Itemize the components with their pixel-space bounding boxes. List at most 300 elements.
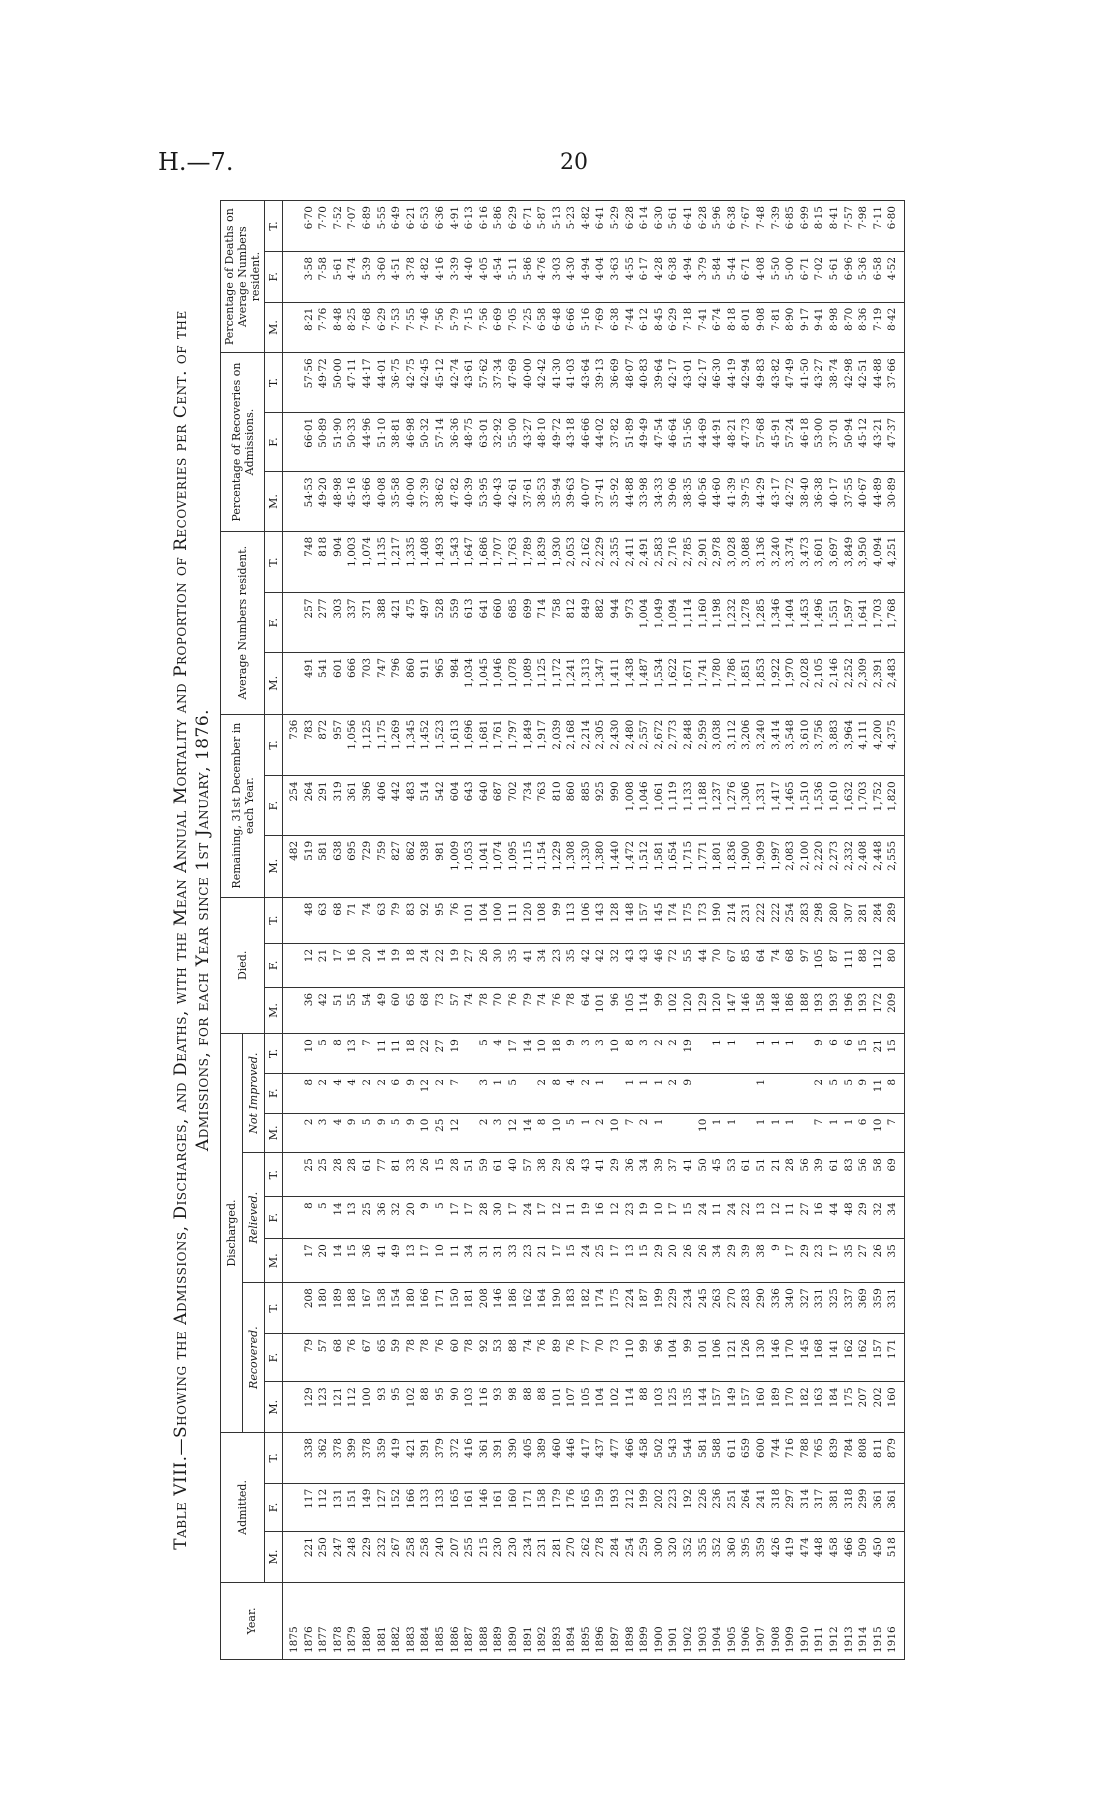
table-cell: 175 [842,1382,857,1433]
table-cell: 11 [871,1073,886,1113]
table-cell: 35·94 [550,472,565,531]
table-cell: 101 [462,897,477,943]
header-average-resident: Average Numbers resident. [221,531,265,714]
table-cell: 51·89 [623,412,638,471]
table-cell: 1,285 [754,593,769,652]
table-cell: 2 [360,1073,375,1113]
table-cell: 83 [404,897,419,943]
header-letter-t: T. [265,353,283,412]
table-cell: 207 [448,1532,463,1583]
table-cell: 8·21 [302,302,317,353]
table-cell: 6·29 [666,302,681,353]
table-cell: 12 [769,1197,784,1239]
table-cell: 77 [579,1333,594,1381]
table-cell: 1,789 [521,531,536,593]
table-cell: 984 [448,652,463,714]
table-cell: 170 [783,1382,798,1433]
table-cell: 30·89 [885,472,904,531]
table-cell: 2,100 [798,835,813,897]
table-cell: 3 [593,1034,608,1074]
table-cell: 6 [389,1073,404,1113]
table-cell: 1,119 [666,776,681,835]
table-cell: 54·53 [302,472,317,531]
table-cell [608,1073,623,1113]
table-cell: 8·36 [856,302,871,353]
table-cell: 1,114 [681,593,696,652]
year-cell: 1904 [710,1582,725,1659]
header-year: Year. [221,1582,283,1659]
table-cell: 2 [593,1113,608,1153]
table-cell [798,1073,813,1113]
table-cell: 26 [564,1153,579,1197]
table-cell: 47·73 [739,412,754,471]
table-cell: 88 [521,1382,536,1433]
table-cell: 43·01 [681,353,696,412]
table-cell: 3·78 [404,251,419,302]
table-cell: 44·29 [754,472,769,531]
table-cell: 63 [316,897,331,943]
table-cell: 687 [491,776,506,835]
table-cell: 3,374 [783,531,798,593]
table-cell: 147 [725,987,740,1033]
table-cell: 46·30 [710,353,725,412]
table-cell: 117 [302,1483,317,1531]
table-cell: 1,237 [710,776,725,835]
table-cell: 12 [418,1073,433,1113]
table-cell: 1,056 [345,714,360,776]
page-identifier: H.—7. [158,148,234,176]
table-cell: 1,330 [579,835,594,897]
table-cell: 170 [783,1333,798,1381]
table-cell: 1,839 [535,531,550,593]
table-cell: 159 [593,1483,608,1531]
table-cell: 1,761 [491,714,506,776]
table-cell: 7·19 [871,302,886,353]
table-cell: 379 [433,1433,448,1484]
table-cell: 166 [418,1283,433,1334]
table-cell: 1,095 [506,835,521,897]
table-cell: 254 [283,776,302,835]
year-cell: 1902 [681,1582,696,1659]
table-cell: 1,581 [652,835,667,897]
table-cell: 9 [681,1073,696,1113]
table-cell: 26 [681,1239,696,1283]
table-cell: 10 [608,1113,623,1153]
table-cell: 43·27 [521,412,536,471]
table-cell: 43·21 [871,412,886,471]
year-cell: 1884 [418,1582,433,1659]
table-cell: 44·91 [710,412,725,471]
table-cell: 95 [389,1382,404,1433]
table-cell: 149 [360,1483,375,1531]
table-cell: 475 [404,593,419,652]
table-cell: 541 [316,652,331,714]
table-cell: 43 [637,943,652,987]
table-cell: 189 [769,1382,784,1433]
table-cell: 748 [302,531,317,593]
table-cell: 27 [462,943,477,987]
table-cell: 1,510 [798,776,813,835]
table-cell: 2,028 [798,652,813,714]
table-cell: 76 [535,1333,550,1381]
table-cell: 157 [710,1382,725,1433]
table-cell: 6·58 [871,251,886,302]
table-cell: 4·76 [535,251,550,302]
header-letter-m: M. [265,472,283,531]
table-cell: 3,136 [754,531,769,593]
table-cell: 604 [448,776,463,835]
table-cell: 78 [564,987,579,1033]
table-cell [283,987,302,1033]
table-cell: 17 [448,1197,463,1239]
table-cell: 1,786 [725,652,740,714]
table-cell: 10 [418,1113,433,1153]
table-cell: 389 [535,1433,550,1484]
table-cell: 5·39 [360,251,375,302]
table-cell: 2 [477,1113,492,1153]
table-row [418,201,433,1660]
table-cell: 6·58 [535,302,550,353]
table-cell: 102 [608,1382,623,1433]
table-cell: 7·52 [331,201,346,252]
table-cell: 180 [316,1283,331,1334]
table-cell: 41·39 [725,472,740,531]
table-cell: 111 [842,943,857,987]
table-cell: 2,491 [637,531,652,593]
year-cell: 1897 [608,1582,623,1659]
table-cell: 6·74 [710,302,725,353]
table-cell: 1,681 [477,714,492,776]
table-cell: 16 [593,1197,608,1239]
table-cell: 765 [812,1433,827,1484]
table-row [842,201,857,1660]
table-cell: 419 [783,1532,798,1583]
table-cell: 1,061 [652,776,667,835]
table-cell: 44·88 [623,472,638,531]
table-cell: 34·33 [652,472,667,531]
table-cell: 10 [871,1113,886,1153]
table-cell: 74 [521,1333,536,1381]
table-cell: 352 [710,1532,725,1583]
table-row [623,201,638,1660]
table-cell: 1,241 [564,652,579,714]
table-cell: 14 [375,943,390,987]
table-cell: 70 [491,987,506,1033]
table-cell: 9·08 [754,302,769,353]
table-cell: 39·06 [666,472,681,531]
table-cell: 1,269 [389,714,404,776]
table-cell: 215 [477,1532,492,1583]
table-row [462,201,477,1660]
table-cell: 3·03 [550,251,565,302]
table-cell: 1,094 [666,593,681,652]
table-cell: 11 [375,1034,390,1074]
table-cell: 231 [535,1532,550,1583]
table-cell: 17 [550,1239,565,1283]
table-cell: 601 [331,652,346,714]
year-cell: 1890 [506,1582,521,1659]
table-cell: 45·12 [433,353,448,412]
table-cell: 65 [375,1333,390,1381]
table-cell: 40·00 [521,353,536,412]
table-cell: 4·82 [418,251,433,302]
table-cell: 4·52 [885,251,904,302]
table-row [885,201,904,1660]
table-cell: 280 [827,897,842,943]
table-cell: 395 [739,1532,754,1583]
table-cell: 5·44 [725,251,740,302]
table-cell [283,1113,302,1153]
table-cell: 135 [681,1382,696,1433]
table-cell: 186 [506,1283,521,1334]
table-cell: 39·13 [593,353,608,412]
table-cell: 45 [710,1153,725,1197]
table-row [608,201,623,1660]
table-cell: 158 [375,1283,390,1334]
table-cell: 212 [623,1483,638,1531]
table-cell: 42·61 [506,472,521,531]
table-cell: 29 [798,1239,813,1283]
table-cell: 20 [360,943,375,987]
table-cell: 20 [666,1239,681,1283]
year-cell: 1907 [754,1582,769,1659]
table-cell: 26 [418,1153,433,1197]
year-cell: 1899 [637,1582,652,1659]
table-cell: 6·85 [783,201,798,252]
table-cell [283,1483,302,1531]
table-cell: 3,240 [754,714,769,776]
table-cell: 51·10 [375,412,390,471]
header-letter-row [265,201,283,1660]
table-cell: 121 [331,1382,346,1433]
table-cell: 160 [885,1382,904,1433]
year-cell: 1881 [375,1582,390,1659]
table-cell: 9 [812,1034,827,1074]
table-cell: 6·41 [593,201,608,252]
table-cell: 41 [521,943,536,987]
table-cell: 283 [739,1283,754,1334]
table-cell: 2 [302,1113,317,1153]
year-cell: 1875 [283,1582,302,1659]
table-cell: 146 [477,1483,492,1531]
table-cell: 314 [798,1483,813,1531]
table-cell: 7·57 [842,201,857,252]
table-cell: 31 [491,1239,506,1283]
table-cell: 32·92 [491,412,506,471]
table-cell: 25 [302,1153,317,1197]
table-cell: 703 [360,652,375,714]
table-cell: 448 [812,1532,827,1583]
table-cell: 57·68 [754,412,769,471]
table-cell: 1,768 [885,593,904,652]
table-cell: 2,430 [608,714,623,776]
year-cell: 1901 [666,1582,681,1659]
table-cell: 2,483 [885,652,904,714]
table-cell: 95 [433,897,448,943]
table-cell: 165 [579,1483,594,1531]
table-cell: 57 [448,987,463,1033]
table-cell: 1,465 [783,776,798,835]
table-cell: 458 [637,1433,652,1484]
table-row [404,201,419,1660]
table-cell: 1,715 [681,835,696,897]
table-cell: 543 [666,1433,681,1484]
table-cell: 40·07 [579,472,594,531]
table-cell [283,1532,302,1583]
header-letter-f: F. [265,412,283,471]
table-cell: 10 [535,1034,550,1074]
table-cell: 18 [550,1034,565,1074]
table-cell: 61 [491,1153,506,1197]
table-cell: 48·07 [623,353,638,412]
table-cell: 189 [331,1283,346,1334]
table-cell: 146 [769,1333,784,1381]
table-cell: 224 [623,1283,638,1334]
table-cell: 40·39 [462,472,477,531]
table-cell: 2,162 [579,531,594,593]
table-cell: 28 [477,1197,492,1239]
table-cell: 4·40 [462,251,477,302]
table-cell: 5·84 [710,251,725,302]
table-cell: 157 [871,1333,886,1381]
table-cell: 175 [681,897,696,943]
table-cell: 8·01 [739,302,754,353]
table-cell: 544 [681,1433,696,1484]
table-cell: 337 [345,593,360,652]
table-cell: 1 [491,1073,506,1113]
table-cell: 57·24 [783,412,798,471]
table-row [593,201,608,1660]
table-cell: 16 [812,1197,827,1239]
table-cell: 1 [637,1073,652,1113]
table-cell: 40·17 [827,472,842,531]
table-cell: 1,496 [812,593,827,652]
table-cell [283,302,302,353]
table-cell: 129 [302,1382,317,1433]
year-cell: 1876 [302,1582,317,1659]
year-cell: 1880 [360,1582,375,1659]
table-cell: 796 [389,652,404,714]
table-cell: 102 [666,987,681,1033]
table-title [170,200,214,1660]
table-cell: 50·00 [331,353,346,412]
title-line-2: Admissions, for each Year since 1st January, 1876. [193,708,213,1152]
table-cell: 234 [681,1283,696,1334]
table-cell: 3,883 [827,714,842,776]
table-cell [739,1073,754,1113]
table-cell: 1,997 [769,835,784,897]
table-cell: 145 [652,897,667,943]
table-cell: 241 [754,1483,769,1531]
table-cell: 234 [521,1532,536,1583]
table-cell: 22 [739,1197,754,1239]
table-cell: 60 [448,1333,463,1381]
table-cell: 391 [491,1433,506,1484]
table-cell: 2,716 [666,531,681,593]
table-cell: 44·01 [375,353,390,412]
year-cell: 1893 [550,1582,565,1659]
table-cell: 12 [506,1113,521,1153]
table-cell: 33·98 [637,472,652,531]
table-cell: 144 [696,1382,711,1433]
table-cell: 1 [623,1073,638,1113]
table-cell: 6·41 [681,201,696,252]
table-cell: 3,473 [798,531,813,593]
table-cell: 5 [827,1073,842,1113]
header-remaining: Remaining, 31st December in each Year. [221,714,265,897]
table-cell: 38 [754,1239,769,1283]
table-cell: 5·11 [506,251,521,302]
table-cell: 9 [404,1113,419,1153]
table-cell: 105 [623,987,638,1033]
table-cell: 7·58 [316,251,331,302]
table-cell: 391 [418,1433,433,1484]
table-cell: 17 [608,1239,623,1283]
table-cell: 2,309 [856,652,871,714]
table-cell: 483 [404,776,419,835]
table-cell: 102 [404,1382,419,1433]
table-cell: 4·08 [754,251,769,302]
table-cell: 519 [302,835,317,897]
table-cell: 1,597 [842,593,857,652]
table-cell: 23 [812,1239,827,1283]
table-cell: 1,408 [418,531,433,593]
table-cell: 157 [637,897,652,943]
year-cell: 1886 [448,1582,463,1659]
table-cell: 5 [564,1113,579,1153]
table-cell [725,1073,740,1113]
table-cell: 209 [885,987,904,1033]
table-cell: 149 [725,1382,740,1433]
table-cell: 5 [842,1073,857,1113]
table-cell: 11 [564,1197,579,1239]
table-cell: 171 [433,1283,448,1334]
table-cell: 3 [579,1034,594,1074]
table-cell: 371 [360,593,375,652]
table-row [550,201,565,1660]
table-cell: 1,089 [521,652,536,714]
table-cell: 42·45 [418,353,433,412]
table-cell: 99 [681,1333,696,1381]
table-cell: 7·70 [316,201,331,252]
table-cell: 4,200 [871,714,886,776]
year-cell: 1914 [856,1582,871,1659]
table-cell: 24 [696,1197,711,1239]
table-cell: 8·45 [652,302,667,353]
table-cell: 477 [608,1433,623,1484]
table-cell: 42·17 [666,353,681,412]
table-cell: 78 [462,1333,477,1381]
table-row [477,201,492,1660]
table-cell: 7·41 [696,302,711,353]
table-cell: 5·36 [856,251,871,302]
table-cell: 37·41 [593,472,608,531]
table-cell: 79 [521,987,536,1033]
table-cell: 437 [593,1433,608,1484]
table-cell: 1 [769,1034,784,1074]
year-cell: 1894 [564,1582,579,1659]
table-cell: 6·30 [652,201,667,252]
table-cell: 150 [448,1283,463,1334]
table-cell: 100 [360,1382,375,1433]
table-cell: 1 [842,1113,857,1153]
table-row [710,201,725,1660]
table-cell: 849 [579,593,594,652]
header-letter-m: M. [265,1113,283,1153]
table-cell: 208 [302,1283,317,1334]
table-cell: 2 [535,1073,550,1113]
table-cell: 4·51 [389,251,404,302]
